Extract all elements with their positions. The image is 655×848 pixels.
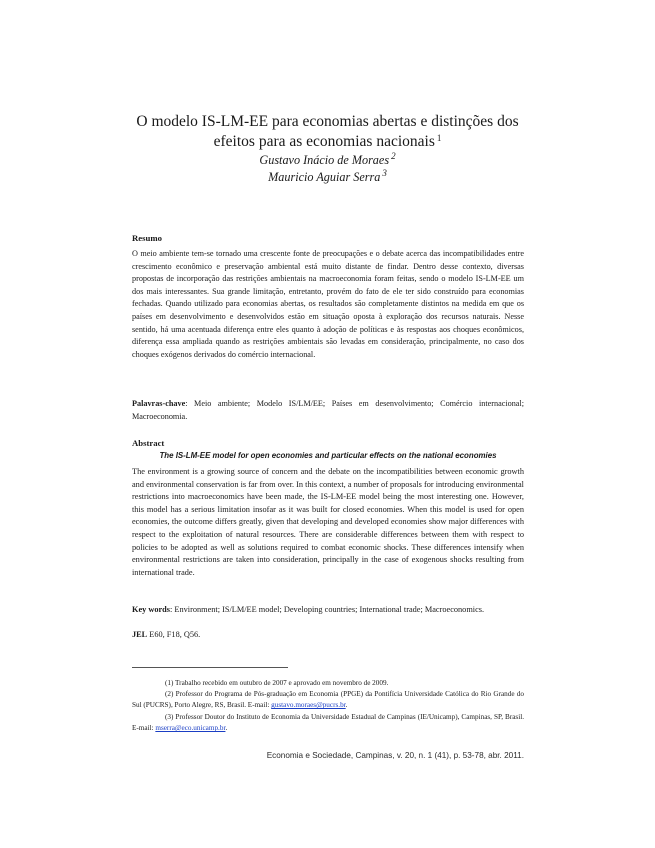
journal-citation: Economia e Sociedade, Campinas, v. 20, n. 1 (41), p. 53-78, abr. 2011. (266, 751, 524, 760)
footnote-3-email-link[interactable]: mserra@eco.unicamp.br (155, 724, 226, 733)
abstract-english-title: The IS-LM-EE model for open economies and particular effects on the national economies (159, 451, 497, 460)
footnote-1: (1) Trabalho recebido em outubro de 2007 e aprovado em novembro de 2009. (165, 679, 389, 687)
resumo-heading: Resumo (132, 233, 162, 243)
key-words-label: Key words (132, 605, 171, 614)
abstract-heading: Abstract (132, 438, 165, 448)
key-words-list: : Environment; IS/LM/EE model; Developing countries; International trade; Macroeconomics. (170, 605, 485, 614)
footnote-2 (132, 689, 524, 712)
footnote-3 (132, 712, 524, 735)
footnote-3-text: (3) Professor Doutor do Instituto de Economia da Universidade Estadual de Campinas (IE/Unicamp), Campinas, SP, Brasil. E-mail: (132, 713, 524, 733)
title-footnote-mark: 1 (436, 133, 442, 143)
author-2-footnote-mark: 3 (382, 168, 387, 178)
palavras-chave-list: : Meio ambiente; Modelo IS/LM/EE; Países em desenvolvimento; Comércio internacional; Macroeconomia. (132, 399, 524, 421)
jel-label: JEL (132, 630, 148, 639)
author-1-name: Gustavo Inácio de Moraes (259, 153, 390, 167)
jel-codes (132, 630, 200, 639)
title-line-2: efeitos para as economias nacionais (213, 133, 435, 150)
palavras-chave-label: Palavras-chave (132, 399, 186, 408)
author-1 (0, 153, 655, 168)
palavras-chave (132, 398, 524, 423)
footnote-2-text: (2) Professor do Programa de Pós-graduação em Economia (PPGE) da Pontifícia Universidade Católica do Rio Grande do Sul (PUCRS), Porto Alegre, RS, Brasil. E-mail: (132, 690, 524, 710)
author-1-footnote-mark: 2 (391, 151, 396, 161)
key-words (132, 604, 524, 617)
footnote-3-period: . (225, 724, 228, 733)
resumo-text: O meio ambiente tem-se tornado uma crescente fonte de preocupações e o debate acerca das incompatibilidades entre crescimento econômico e preservação ambiental está muito distante de findar. Dentro desse contexto, diversas propostas de incorporação das restrições ambientais na macroeconomia foram feitas, sendo o modelo IS-LM-EE um dos mais interessantes. Sua grande limitação, entretanto, provém do fato de ele ter sido construído para economias fechadas. Quando utilizado para economias abertas, os resultados são completamente distintos na medida em que os países em desenvolvimento e desenvolvidos estão em situação oposta à exploração dos recursos naturais. Nesse sentido, há uma acentuada diferença entre eles quanto à adoção de políticas e às respostas aos choques econômicos, diferença essa ampliada quando as restrições ambientais são levadas em consideração, principalmente, no caso dos choques exógenos derivados do comércio internacional. (132, 249, 524, 359)
footnote-2-email-link[interactable]: gustavo.moraes@pucrs.br (271, 701, 346, 710)
author-2-name: Mauricio Aguiar Serra (268, 170, 381, 184)
author-2 (0, 170, 655, 185)
paper-title (100, 112, 555, 153)
footnote-divider (132, 667, 288, 668)
abstract-text: The environment is a growing source of concern and the debate on the incompatibilities between economic growth and environmental conservation is far from over. In this context, a number of proposals for introducing environmental restrictions into macroeconomics have been made, the IS-LM-EE model being the most interesting one. However, this model has a serious limitation insofar as it was built for closed economies. When this model is used for open economies, the outcome differs greatly, given that developing and developed economies show major differences with respect to the exploitation of natural resources. There are considerable differences between them with respect to policies to be adopted as well as solutions required to combat economic shocks. These differences intensify when environmental restrictions are taken into consideration, principally in the case of exogenous shocks resulting from international trade. (132, 467, 524, 577)
footnote-2-period: . (345, 701, 348, 710)
jel-list: E60, F18, Q56. (147, 630, 201, 639)
title-line-1: O modelo IS-LM-EE para economias abertas e distinções dos (136, 113, 519, 130)
